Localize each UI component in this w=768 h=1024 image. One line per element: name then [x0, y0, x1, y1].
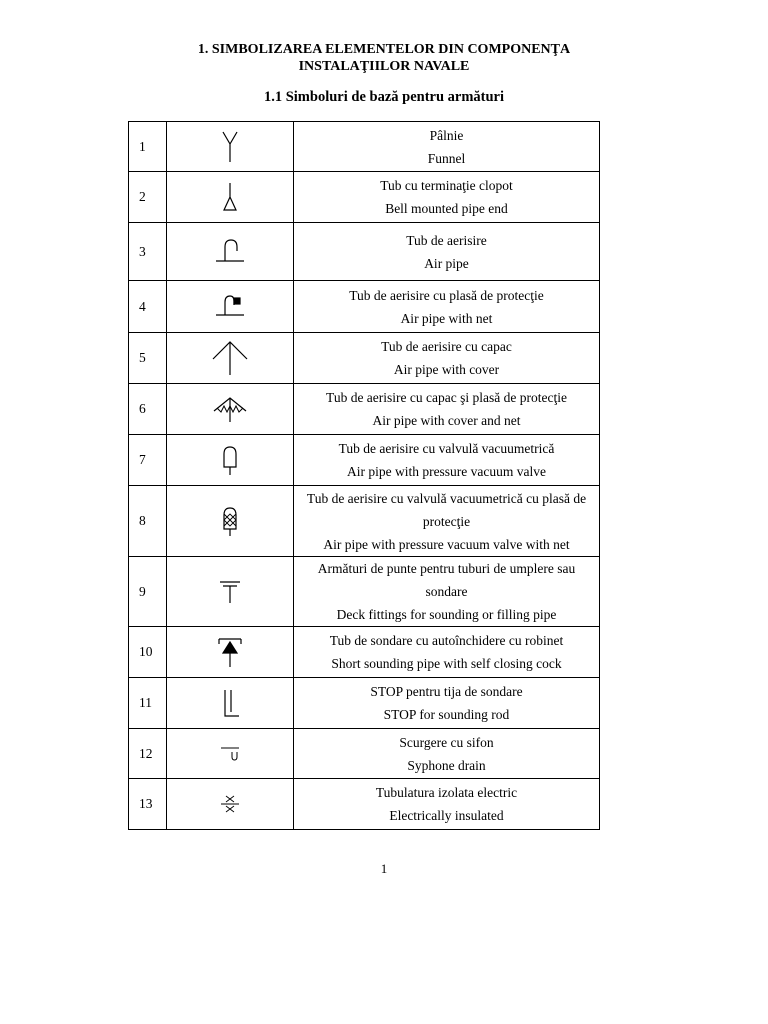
description-en: Air pipe with cover: [393, 362, 500, 377]
table-row: [129, 435, 600, 486]
electrically-insulated-icon: [215, 790, 245, 818]
table-row: [129, 557, 600, 627]
table-row: [129, 779, 600, 830]
air-pipe-pressure-vacuum-valve-icon: [215, 443, 245, 477]
row-number: 3: [129, 223, 167, 281]
table-row: [129, 627, 600, 678]
page-title-line-1: 1. SIMBOLIZAREA ELEMENTELOR DIN COMPONENŢA: [197, 42, 571, 57]
description-ro: Tub de aerisire cu capac: [381, 339, 512, 354]
stop-sounding-rod-icon: [215, 686, 245, 720]
description-ro: Tub cu terminaţie clopot: [380, 178, 513, 193]
row-number: 4: [129, 281, 167, 333]
air-pipe-pressure-vacuum-valve-net-icon: [215, 504, 245, 538]
section-subtitle: 1.1 Simboluri de bază pentru armături: [263, 89, 505, 105]
table-row: [129, 172, 600, 223]
row-number: 7: [129, 435, 167, 486]
description-en: Bell mounted pipe end: [385, 201, 508, 216]
row-number: 12: [129, 729, 167, 779]
description-en: STOP for sounding rod: [383, 707, 510, 722]
funnel-icon: [215, 129, 245, 165]
air-pipe-with-net-icon: [210, 292, 250, 322]
description-en: Electrically insulated: [389, 808, 504, 823]
air-pipe-icon: [210, 235, 250, 269]
row-number: 2: [129, 172, 167, 223]
description-ro: Scurgere cu sifon: [399, 734, 494, 750]
description-ro: STOP pentru tija de sondare: [370, 684, 523, 699]
air-pipe-with-cover-icon: [210, 339, 250, 377]
syphone-drain-icon: [215, 742, 245, 766]
row-number: 8: [129, 486, 167, 557]
deck-fitting-icon: [215, 577, 245, 607]
row-number: 1: [129, 122, 167, 172]
row-number: 9: [129, 557, 167, 627]
description-ro: Armături de punte pentru tuburi de umplere sau sondare: [317, 561, 576, 599]
table-row: [129, 333, 600, 384]
page-title-line-2: INSTALAŢIILOR NAVALE: [298, 59, 470, 74]
description-en: Deck fittings for sounding or filling pipe: [336, 607, 557, 622]
table-row: [129, 729, 600, 779]
description-en: Funnel: [427, 150, 466, 166]
description-en: Air pipe with pressure vacuum valve: [346, 464, 547, 479]
row-number: 5: [129, 333, 167, 384]
description-en: Short sounding pipe with self closing cock: [331, 656, 562, 671]
row-number: 11: [129, 678, 167, 729]
description-ro: Pâlnie: [429, 127, 464, 143]
description-en: Air pipe with pressure vacuum valve with net: [323, 536, 570, 552]
short-sounding-pipe-icon: [214, 635, 246, 669]
description-en: Syphone drain: [407, 757, 486, 773]
table-row: [129, 223, 600, 281]
symbols-table: [128, 121, 600, 830]
description-ro: Tub de aerisire cu valvulă vacuumetrică: [338, 441, 555, 456]
description-ro: Tub de sondare cu autoînchidere cu robinet: [329, 633, 564, 648]
row-number: 6: [129, 384, 167, 435]
description-en: Air pipe with cover and net: [372, 413, 521, 428]
table-row: [129, 384, 600, 435]
row-number: 13: [129, 779, 167, 830]
description-ro: Tubulatura izolata electric: [375, 785, 518, 800]
table-row: [129, 281, 600, 333]
bell-mounted-pipe-end-icon: [215, 180, 245, 214]
air-pipe-with-cover-and-net-icon: [210, 394, 250, 424]
page-number: 1: [380, 861, 388, 876]
description-ro: Tub de aerisire cu capac şi plasă de protecţie: [326, 390, 567, 405]
description-ro: Tub de aerisire cu valvulă vacuumetrică cu plasă de protecţie: [306, 490, 587, 529]
table-row: [129, 122, 600, 172]
row-number: 10: [129, 627, 167, 678]
table-row: [129, 486, 600, 557]
description-en: Air pipe: [424, 255, 469, 271]
table-row: [129, 678, 600, 729]
description-en: Air pipe with net: [400, 310, 493, 326]
description-ro: Tub de aerisire: [406, 232, 487, 248]
description-ro: Tub de aerisire cu plasă de protecţie: [349, 287, 544, 303]
